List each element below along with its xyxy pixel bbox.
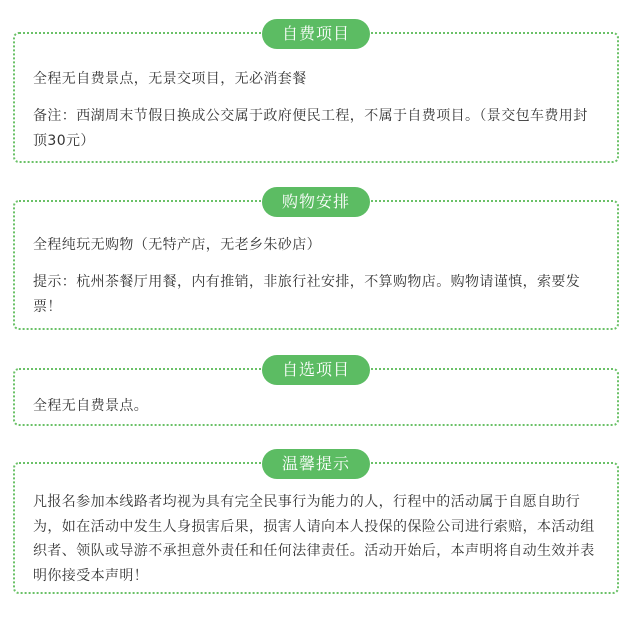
section-shopping-arrangement [13, 192, 619, 330]
warm-reminder-text: 凡报名参加本线路者均视为具有完全民事行为能力的人，行程中的活动属于自愿自助行为，如在活动中发生人身损害后果，损害人请向本人投保的保险公司进行索赔，本活动组织者、领队或导游不承担意外责任和任何法律责任。活动开始后，本声明将自动生效并表明你接受本声明！ [33, 494, 595, 584]
section-title-optional-items: 自选项目 [262, 355, 370, 385]
section-warm-reminder [13, 454, 619, 594]
section-title-shopping-arrangement: 购物安排 [262, 187, 370, 217]
shopping-tip-text: 提示：杭州茶餐厅用餐，内有推销，非旅行社安排，不算购物店。购物请谨慎，索要发票！ [33, 274, 581, 315]
section-self-paid-items [13, 24, 619, 163]
shopping-summary-text: 全程纯玩无购物（无特产店，无老乡朱砂店） [33, 237, 321, 253]
self-paid-summary-text: 全程无自费景点，无景交项目，无必消套餐 [33, 71, 307, 87]
section-title-warm-reminder: 温馨提示 [262, 449, 370, 479]
optional-items-text: 全程无自费景点。 [33, 398, 149, 414]
section-title-self-paid-items: 自费项目 [262, 19, 370, 49]
self-paid-note-text: 备注：西湖周末节假日换成公交属于政府便民工程，不属于自费项目。（景交包车费用封顶30元） [33, 108, 588, 149]
section-optional-items [13, 360, 619, 426]
